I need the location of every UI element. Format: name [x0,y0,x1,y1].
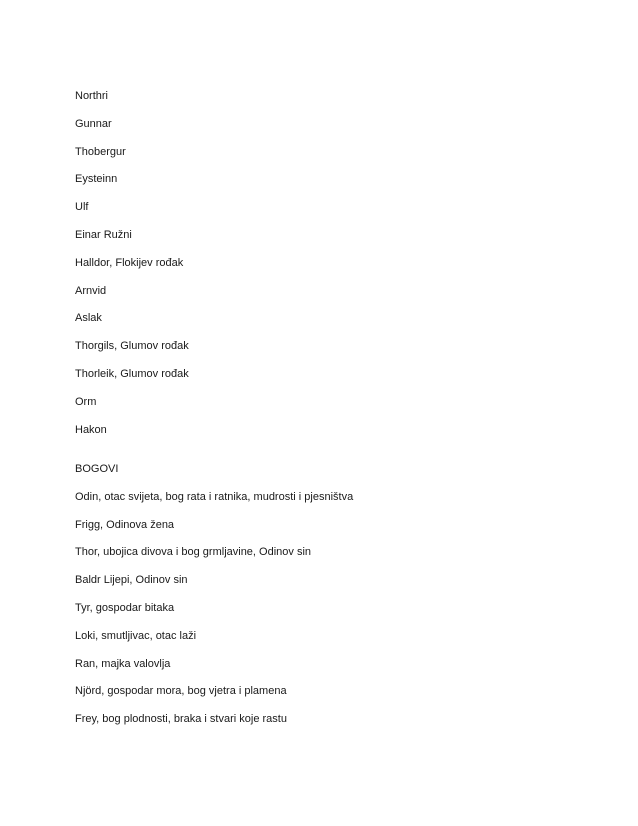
name-item: Eysteinn [75,173,118,186]
gods-heading: BOGOVI [75,463,119,475]
god-item: Frigg, Odinova žena [75,518,175,531]
name-item: Hakon [75,423,107,436]
name-item: Einar Ružni [75,228,132,241]
god-item: Thor, ubojica divova i bog grmljavine, Odinov sin [75,546,312,559]
god-item: Njörd, gospodar mora, bog vjetra i plamena [75,685,287,698]
name-item: Gunnar [75,117,112,130]
gods-section [75,463,595,741]
name-item: Northri [75,90,109,102]
god-item: Ran, majka valovlja [75,657,171,670]
name-item: Halldor, Flokijev rođak [75,256,184,269]
name-item: Orm [75,395,97,408]
names-list [75,90,595,451]
god-item: Baldr Lijepi, Odinov sin [75,574,188,587]
name-item: Thorleik, Glumov rođak [75,367,189,380]
name-item: Aslak [75,312,102,325]
god-item: Odin, otac svijeta, bog rata i ratnika, mudrosti i pjesništva [75,490,354,503]
name-item: Arnvid [75,284,107,297]
name-item: Ulf [75,201,89,214]
name-item: Thorgils, Glumov rođak [75,340,189,353]
god-item: Tyr, gospodar bitaka [75,601,175,614]
god-item: Loki, smutljivac, otac laži [75,629,197,642]
god-item: Frey, bog plodnosti, braka i stvari koje rastu [75,713,287,726]
name-item: Thobergur [75,145,126,158]
